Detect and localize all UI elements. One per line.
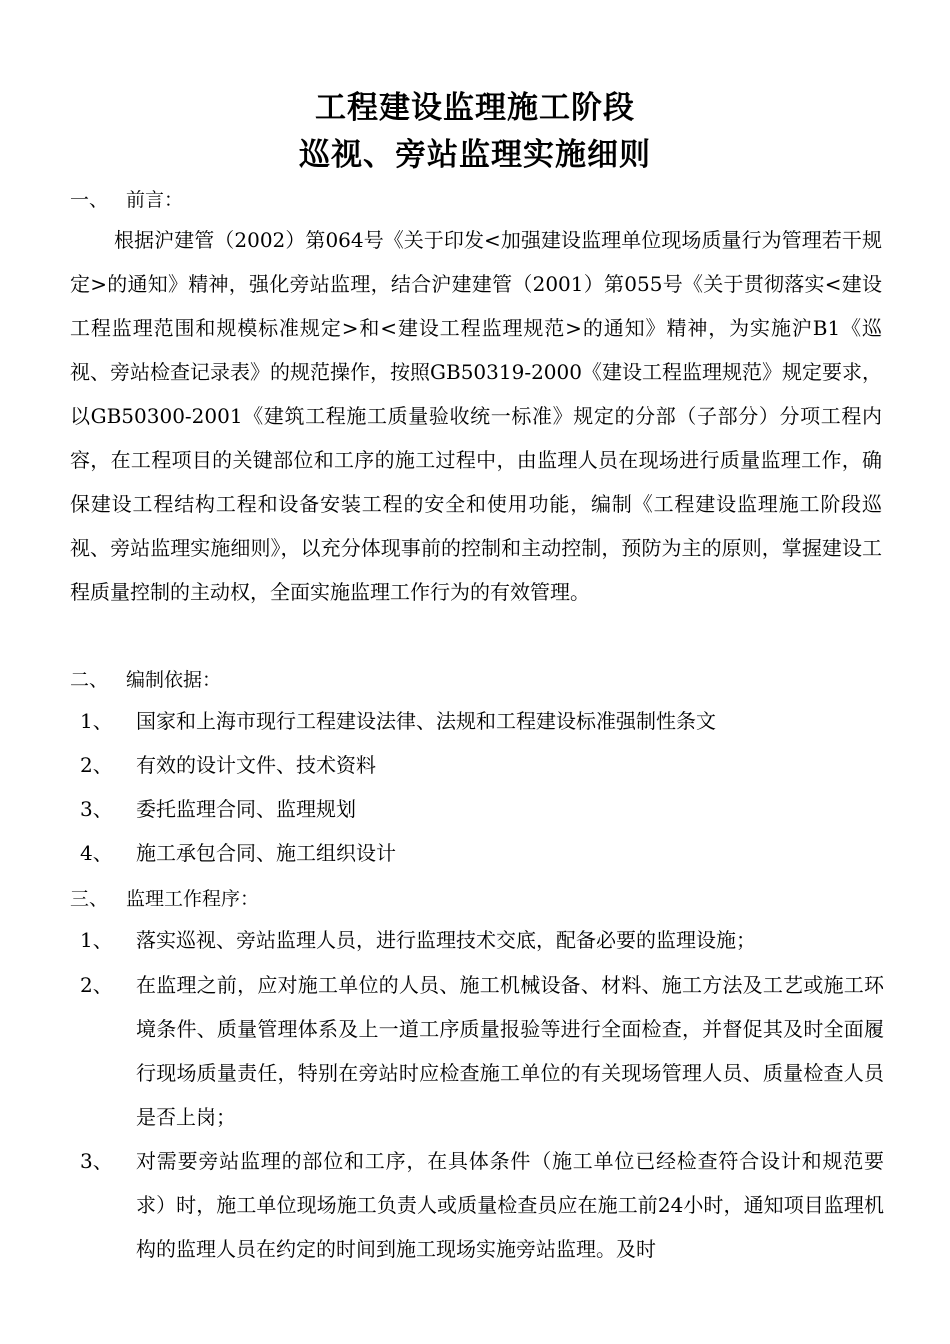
list-item	[80, 1139, 884, 1271]
preface-paragraph: 根据沪建管（2002）第064号《关于印发<加强建设监理单位现场质量行为管理若干规定>的通知》精神，强化旁站监理，结合沪建建管（2001）第055号《关于贯彻落实<建设工程监理范围和规模标准规定>和<建设工程监理规范>的通知》精神，为实施沪B1《巡视、旁站检查记录表》的规范操作，按照GB50319-2000《建设工程监理规范》规定要求，以GB50300-2001《建筑工程施工质量验收统一标准》规定的分部（子部分）分项工程内容，在工程项目的关键部位和工序的施工过程中，由监理人员在现场进行质量监理工作，确保建设工程结构工程和设备安装工程的安全和使用功能，编制《工程建设监理施工阶段巡视、旁站监理实施细则》，以充分体现事前的控制和主动控制，预防为主的原则，掌握建设工程质量控制的主动权，全面实施监理工作行为的有效管理。	[70, 228, 882, 604]
list-item-number: 2、	[80, 753, 113, 777]
document-title-line1: 工程建设监理施工阶段	[315, 90, 635, 126]
list-item-number: 2、	[80, 973, 113, 997]
list-item-text: 在监理之前，应对施工单位的人员、施工机械设备、材料、施工方法及工艺或施工环境条件、质量管理体系及上一道工序质量报验等进行全面检查，并督促其及时全面履行现场质量责任，特别在旁站时应检查施工单位的有关现场管理人员、质量检查人员是否上岗；	[136, 973, 884, 1129]
list-item	[80, 963, 884, 1139]
section-number: 二、	[70, 669, 109, 691]
list-item-text: 施工承包合同、施工组织设计	[136, 841, 396, 865]
list-item-text: 落实巡视、旁站监理人员，进行监理技术交底，配备必要的监理设施；	[136, 928, 756, 952]
section-title: 前言：	[126, 189, 184, 211]
section-heading-procedure	[70, 887, 259, 911]
list-item-number: 4、	[80, 841, 113, 865]
list-item-text: 对需要旁站监理的部位和工序，在具体条件（施工单位已经检查符合设计和规范要求）时，施工单位现场施工负责人或质量检查员应在施工前24小时，通知项目监理机构的监理人员在约定的时间到施工现场实施旁站监理。及时	[136, 1149, 884, 1261]
list-item-text: 有效的设计文件、技术资料	[136, 753, 376, 777]
list-item-number: 3、	[80, 797, 113, 821]
section-heading-basis	[70, 668, 221, 692]
list-item-number: 3、	[80, 1149, 113, 1173]
list-item-number: 1、	[80, 709, 113, 733]
section-heading-preface	[70, 188, 183, 212]
section-number: 三、	[70, 888, 109, 910]
list-item-text: 委托监理合同、监理规划	[136, 797, 356, 821]
document-title-line2: 巡视、旁站监理实施细则	[299, 137, 651, 173]
section-title: 编制依据：	[126, 669, 222, 691]
list-item-number: 1、	[80, 928, 113, 952]
list-item-text: 国家和上海市现行工程建设法律、法规和工程建设标准强制性条文	[136, 709, 716, 733]
section-number: 一、	[70, 189, 109, 211]
section-title: 监理工作程序：	[126, 888, 260, 910]
